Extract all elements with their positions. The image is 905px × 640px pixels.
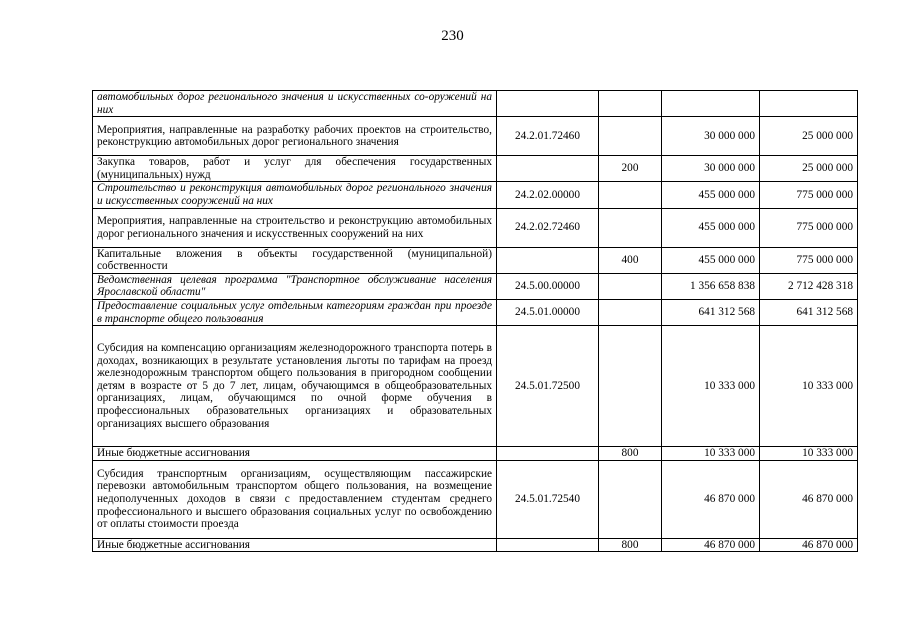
row-amount-year2-cell: 775 000 000: [760, 182, 858, 208]
row-code-cell: 24.2.01.72460: [497, 117, 599, 156]
row-code-cell: [497, 447, 599, 461]
table-row: [93, 247, 858, 273]
row-expense-type-cell: [599, 299, 662, 325]
row-amount-year1-cell: 30 000 000: [662, 156, 760, 182]
row-amount-year1-cell: 46 870 000: [662, 460, 760, 538]
row-amount-year1-cell: 455 000 000: [662, 247, 760, 273]
row-expense-type-cell: [599, 182, 662, 208]
table-row: [93, 460, 858, 538]
row-expense-type-cell: [599, 326, 662, 447]
row-amount-year1-cell: 641 312 568: [662, 299, 760, 325]
row-amount-year2-cell: [760, 91, 858, 117]
row-expense-type-cell: [599, 117, 662, 156]
row-amount-year1-cell: 455 000 000: [662, 208, 760, 247]
row-expense-type-cell: [599, 91, 662, 117]
row-code-cell: 24.5.01.00000: [497, 299, 599, 325]
row-amount-year2-cell: 25 000 000: [760, 156, 858, 182]
row-amount-year2-cell: 46 870 000: [760, 538, 858, 552]
table-row: [93, 538, 858, 552]
table-row: [93, 273, 858, 299]
row-code-cell: [497, 247, 599, 273]
row-amount-year2-cell: 2 712 428 318: [760, 273, 858, 299]
row-name-cell: Строительство и реконструкция автомобильных дорог регионального значения и искусственных сооружений на них: [93, 182, 497, 208]
row-expense-type-cell: [599, 460, 662, 538]
row-name-cell: Ведомственная целевая программа "Транспортное обслуживание населения Ярославской области": [93, 273, 497, 299]
row-name-cell: Предоставление социальных услуг отдельным категориям граждан при проезде в транспорте общего пользования: [93, 299, 497, 325]
row-name-cell: Субсидия на компенсацию организациям железнодорожного транспорта потерь в доходах, возникающих в результате установления льготы по тарифам на проезд железнодорожным транспортом общего пользования в пригородном сообщении детям в возрасте от 5 до 7 лет, лицам, обучающимся в общеобразовательных организациях, лицам, обучающимся по очной форме обучения в профессиональных образовательных организациях и образовательных организациях высшего образования: [93, 326, 497, 447]
row-amount-year1-cell: [662, 91, 760, 117]
table-row: [93, 91, 858, 117]
row-code-cell: [497, 538, 599, 552]
table-row: [93, 208, 858, 247]
row-name-cell: Субсидия транспортным организациям, осуществляющим пассажирские перевозки автомобильным транспортом общего пользования, на возмещение недополученных доходов в связи с предоставлением студентам среднего профессионального и высшего образования социальных услуг по освобождению от оплаты стоимости проезда: [93, 460, 497, 538]
row-expense-type-cell: [599, 208, 662, 247]
row-name-cell: Мероприятия, направленные на строительство и реконструкцию автомобильных дорог регионального значения и искусственных сооружений на них: [93, 208, 497, 247]
row-name-cell: Капитальные вложения в объекты государственной (муниципальной) собственности: [93, 247, 497, 273]
table-row: [93, 326, 858, 447]
row-name-cell: автомобильных дорог регионального значения и искусственных со-оружений на них: [93, 91, 497, 117]
row-amount-year2-cell: 10 333 000: [760, 447, 858, 461]
row-name-cell: Закупка товаров, работ и услуг для обеспечения государственных (муниципальных) нужд: [93, 156, 497, 182]
table-row: [93, 182, 858, 208]
row-amount-year2-cell: 775 000 000: [760, 247, 858, 273]
row-code-cell: 24.5.01.72500: [497, 326, 599, 447]
row-expense-type-cell: 200: [599, 156, 662, 182]
row-amount-year2-cell: 10 333 000: [760, 326, 858, 447]
row-expense-type-cell: 800: [599, 447, 662, 461]
table-row: [93, 299, 858, 325]
row-amount-year1-cell: 10 333 000: [662, 447, 760, 461]
row-amount-year2-cell: 775 000 000: [760, 208, 858, 247]
row-expense-type-cell: 400: [599, 247, 662, 273]
row-name-cell: Иные бюджетные ассигнования: [93, 538, 497, 552]
row-name-cell: Иные бюджетные ассигнования: [93, 447, 497, 461]
row-amount-year1-cell: 455 000 000: [662, 182, 760, 208]
row-expense-type-cell: [599, 273, 662, 299]
row-amount-year2-cell: 641 312 568: [760, 299, 858, 325]
row-amount-year1-cell: 46 870 000: [662, 538, 760, 552]
page-number: 230: [441, 28, 464, 44]
row-code-cell: 24.5.00.00000: [497, 273, 599, 299]
row-amount-year2-cell: 46 870 000: [760, 460, 858, 538]
table-row: [93, 156, 858, 182]
row-code-cell: 24.2.02.00000: [497, 182, 599, 208]
table-row: [93, 117, 858, 156]
table-row: [93, 447, 858, 461]
budget-table: [92, 90, 858, 552]
row-name-cell: Мероприятия, направленные на разработку рабочих проектов на строительство, реконструкцию автомобильных дорог регионального значения: [93, 117, 497, 156]
row-amount-year1-cell: 30 000 000: [662, 117, 760, 156]
row-amount-year2-cell: 25 000 000: [760, 117, 858, 156]
row-code-cell: 24.2.02.72460: [497, 208, 599, 247]
row-code-cell: [497, 91, 599, 117]
row-amount-year1-cell: 1 356 658 838: [662, 273, 760, 299]
row-code-cell: [497, 156, 599, 182]
row-expense-type-cell: 800: [599, 538, 662, 552]
row-amount-year1-cell: 10 333 000: [662, 326, 760, 447]
row-code-cell: 24.5.01.72540: [497, 460, 599, 538]
